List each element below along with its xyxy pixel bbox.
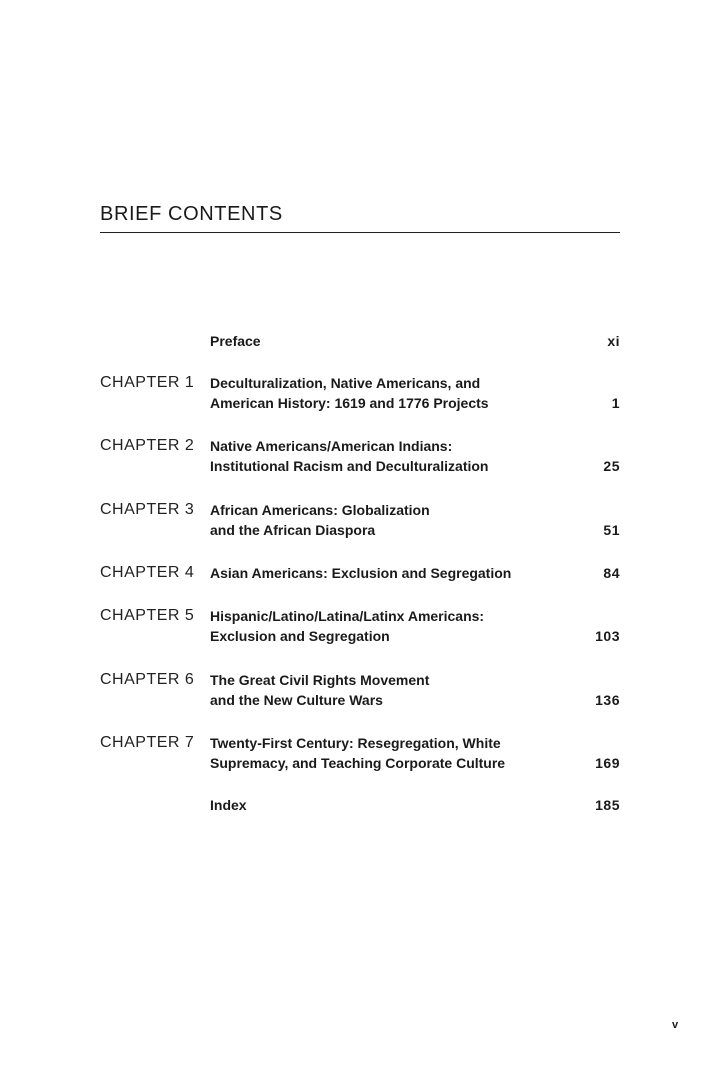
- toc-entry-preface[interactable]: [100, 331, 620, 351]
- toc-entry-chapter-3[interactable]: [100, 500, 620, 540]
- toc-page-number: 185: [595, 797, 620, 813]
- toc-entry-chapter-2[interactable]: [100, 436, 620, 476]
- toc-page-number: 1: [611, 395, 620, 411]
- chapter-label: CHAPTER 5: [100, 607, 195, 624]
- toc-entry-title-line: American History: 1619 and 1776 Projects: [210, 395, 489, 411]
- toc-entry-title-line: Hispanic/Latino/Latina/Latinx Americans:: [210, 608, 485, 624]
- toc-entry-title: [210, 733, 560, 773]
- toc-page-number: 136: [595, 692, 620, 708]
- toc-page-number: 103: [595, 628, 620, 644]
- chapter-label: CHAPTER 4: [100, 564, 195, 581]
- chapter-label: CHAPTER 1: [100, 374, 195, 391]
- toc-entry-title-line: and the African Diaspora: [210, 522, 376, 538]
- toc-entry-title-line: Native Americans/American Indians:: [210, 438, 453, 454]
- toc-entry-chapter-5[interactable]: [100, 606, 620, 646]
- page-title: BRIEF CONTENTS: [100, 203, 283, 225]
- toc-page-number: 25: [603, 458, 620, 474]
- toc-entry-title-line: Twenty-First Century: Resegregation, White: [210, 735, 501, 751]
- toc-entry-title-line: Exclusion and Segregation: [210, 628, 390, 644]
- toc-page-number: xi: [607, 333, 620, 349]
- toc-entry-index[interactable]: [100, 795, 620, 815]
- toc-entry-title-line: The Great Civil Rights Movement: [210, 672, 430, 688]
- toc-entry-title-line: and the New Culture Wars: [210, 692, 383, 708]
- toc-entry-title: [210, 331, 560, 351]
- chapter-label: CHAPTER 6: [100, 671, 195, 688]
- toc-entry-title-line: Asian Americans: Exclusion and Segregation: [210, 565, 512, 581]
- toc-entry-chapter-6[interactable]: [100, 670, 620, 710]
- toc-page-number: 169: [595, 755, 620, 771]
- chapter-label: CHAPTER 7: [100, 734, 195, 751]
- toc-entry-title-line: Preface: [210, 333, 261, 349]
- toc-page-number: 84: [603, 565, 620, 581]
- toc-entry-title: [210, 795, 560, 815]
- toc-entry-title: [210, 500, 560, 540]
- toc-entry-title-line: Index: [210, 797, 247, 813]
- toc-page-number: 51: [603, 522, 620, 538]
- toc-entry-title: [210, 606, 560, 646]
- toc-entry-title: [210, 563, 560, 583]
- toc-entry-chapter-7[interactable]: [100, 733, 620, 773]
- toc-entry-title: [210, 373, 560, 413]
- heading-rule: [100, 232, 620, 233]
- toc-entry-title-line: Deculturalization, Native Americans, and: [210, 375, 481, 391]
- toc-entry-title-line: Supremacy, and Teaching Corporate Culture: [210, 755, 506, 771]
- toc-entry-chapter-4[interactable]: [100, 563, 620, 583]
- toc-entry-title-line: Institutional Racism and Deculturalization: [210, 458, 489, 474]
- chapter-label: CHAPTER 2: [100, 437, 195, 454]
- chapter-label: CHAPTER 3: [100, 501, 195, 518]
- page-folio: v: [672, 1019, 679, 1031]
- toc-entry-title: [210, 670, 560, 710]
- toc-entry-chapter-1[interactable]: [100, 373, 620, 413]
- toc-entry-title-line: African Americans: Globalization: [210, 502, 430, 518]
- toc-entry-title: [210, 436, 560, 476]
